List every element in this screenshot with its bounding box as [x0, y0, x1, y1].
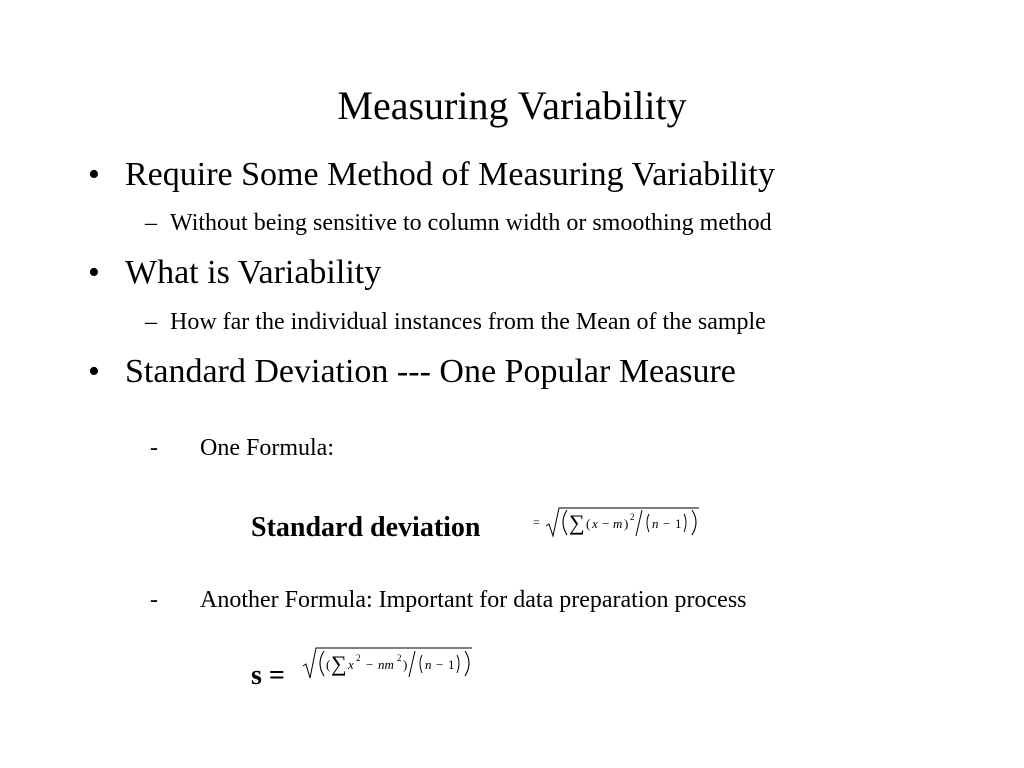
formula-item-marker: -	[150, 435, 158, 461]
var-n: n	[425, 657, 432, 672]
var-x: x	[348, 657, 354, 672]
formula-2-svg	[300, 644, 478, 682]
var-m: m	[613, 516, 623, 531]
sigma-symbol: ∑	[331, 651, 347, 676]
var-n: n	[652, 516, 659, 531]
denominator-right-paren	[684, 514, 686, 532]
formula-item-text: Another Formula: Important for data preparation process	[200, 587, 747, 613]
bullet-marker: •	[88, 156, 100, 193]
division-slash	[409, 651, 415, 677]
big-right-paren	[692, 510, 696, 535]
sub-bullet-text: How far the individual instances from the Mean of the sample	[170, 309, 766, 335]
formula-2-math	[300, 644, 478, 682]
formula-item-1	[150, 433, 334, 463]
formula-1-label: Standard deviation	[251, 512, 481, 543]
denominator-left-paren	[647, 514, 649, 532]
bullet-1	[88, 155, 775, 195]
denominator-minus: −	[436, 657, 444, 672]
sub-bullet-text: Without being sensitive to column width or smoothing method	[170, 210, 772, 236]
digit-one: 1	[675, 516, 682, 531]
formula-item-text: One Formula:	[200, 435, 334, 461]
formula-1-svg	[529, 504, 704, 540]
big-left-paren	[563, 510, 567, 535]
bullet-text: What is Variability	[125, 254, 382, 291]
formula-item-marker: -	[150, 587, 158, 613]
denominator-minus: −	[663, 516, 671, 531]
sub-bullet-marker: –	[145, 309, 157, 335]
sub-bullet-marker: –	[145, 210, 157, 236]
digit-one: 1	[448, 657, 455, 672]
minus-sign: −	[602, 516, 610, 531]
exponent-2: 2	[630, 512, 635, 522]
paren-close: )	[403, 657, 408, 672]
sub-bullet-2	[145, 307, 766, 337]
big-right-paren	[465, 651, 469, 676]
paren-open: (	[326, 657, 331, 672]
denominator-left-paren	[420, 655, 422, 673]
sub-bullet-1	[145, 208, 772, 238]
bullet-text: Require Some Method of Measuring Variability	[125, 156, 775, 193]
bullet-2	[88, 253, 381, 293]
exponent-2b: 2	[397, 653, 402, 663]
paren-open: (	[586, 516, 591, 531]
division-slash	[636, 510, 642, 536]
bullet-marker: •	[88, 353, 100, 390]
formula-item-2	[150, 585, 747, 615]
paren-close: )	[624, 516, 629, 531]
denominator-right-paren	[457, 655, 459, 673]
formula-1-math	[529, 504, 704, 540]
minus-sign: −	[366, 657, 374, 672]
big-left-paren	[320, 651, 324, 676]
exponent-2: 2	[356, 653, 361, 663]
var-nm: nm	[378, 657, 394, 672]
bullet-text: Standard Deviation --- One Popular Measure	[125, 353, 736, 390]
bullet-marker: •	[88, 254, 100, 291]
var-x: x	[592, 516, 598, 531]
bullet-3	[88, 352, 736, 392]
sigma-symbol: ∑	[569, 510, 585, 535]
equals-sign: =	[533, 515, 540, 529]
slide-title: Measuring Variability	[337, 83, 687, 128]
formula-2-label: s =	[251, 660, 285, 691]
